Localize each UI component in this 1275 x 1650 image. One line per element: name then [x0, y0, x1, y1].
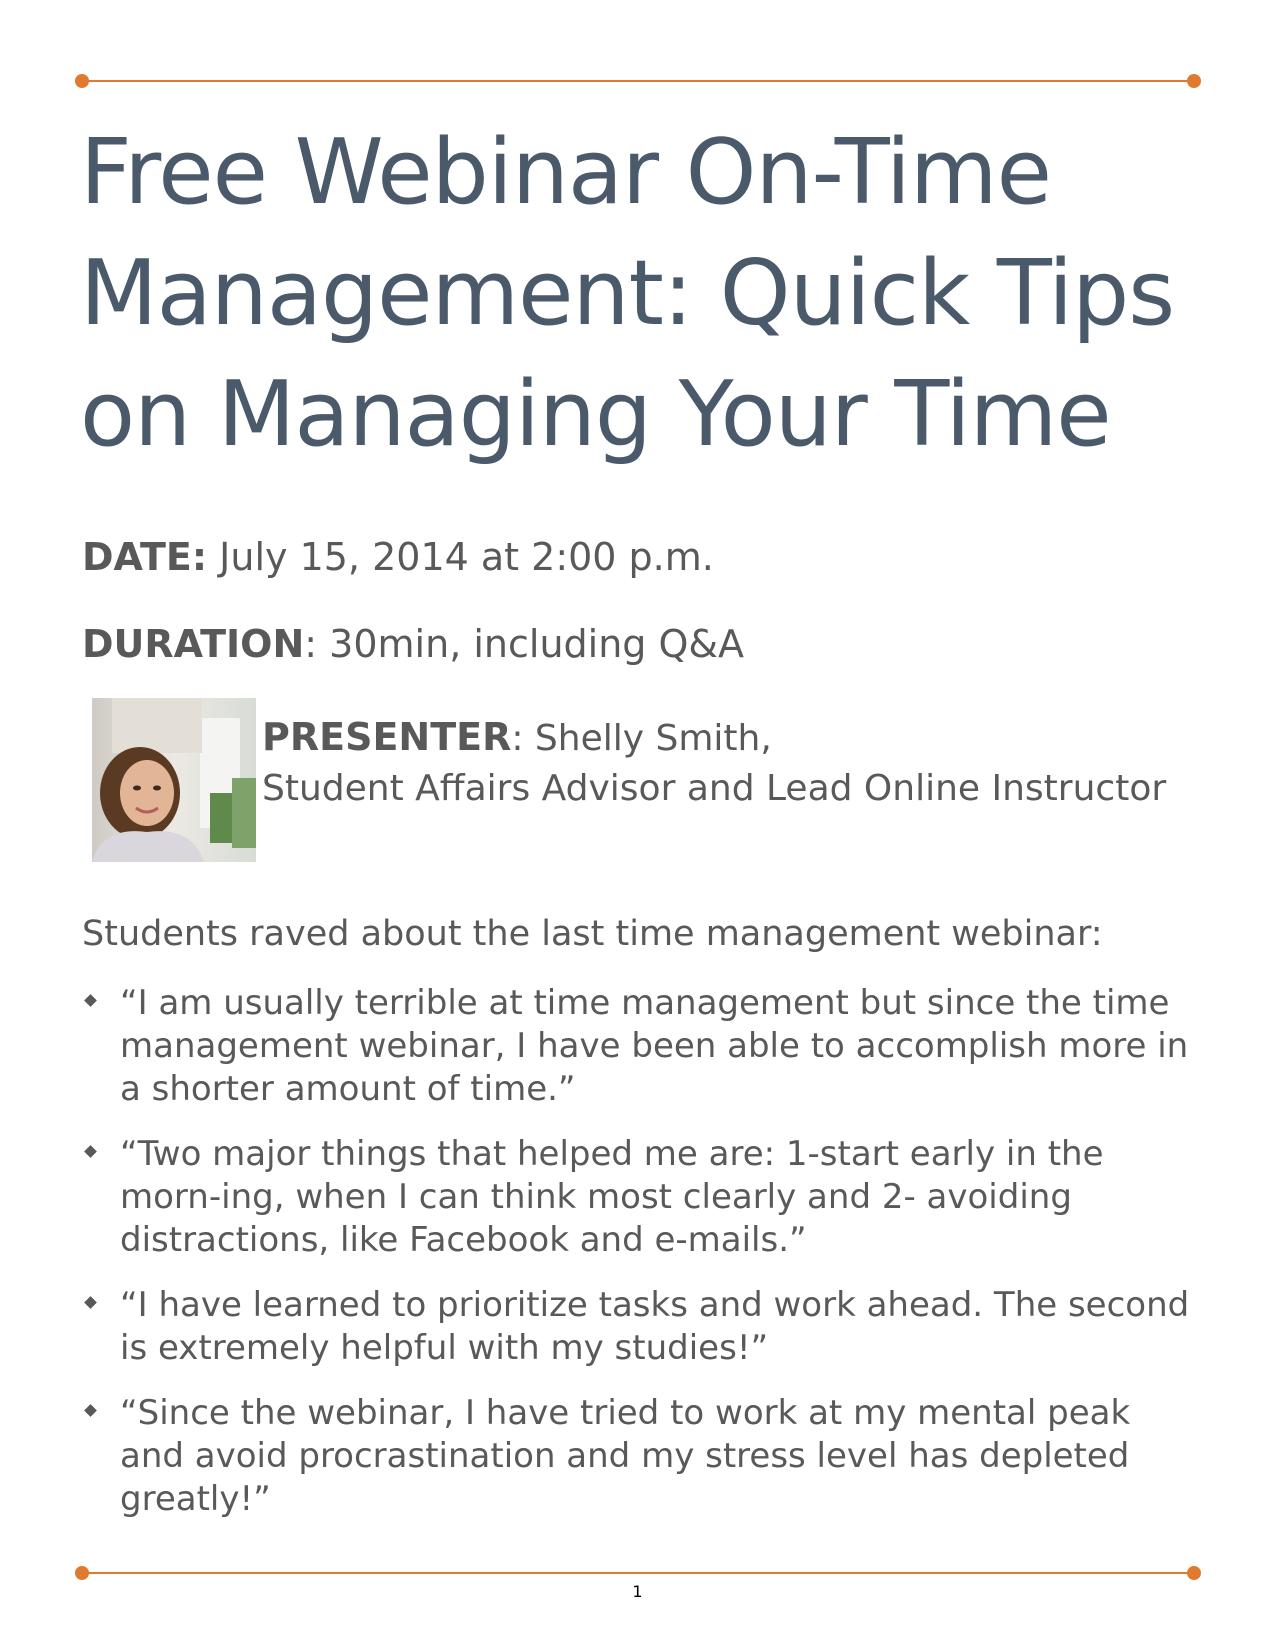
duration-value: : 30min, including Q&A	[304, 622, 745, 666]
presenter-role: Student Affairs Advisor and Lead Online Instructor	[262, 768, 1167, 809]
testimonial-text: “Since the webinar, I have tried to work at my mental peak and avoid procrastination and my stress level has depleted greatly!”	[120, 1393, 1131, 1519]
testimonial-list	[82, 982, 1202, 1543]
webinar-duration	[82, 622, 744, 666]
divider-dot-icon	[75, 74, 89, 88]
testimonial-text: “I have learned to prioritize tasks and work ahead. The second is extremely helpful with my studies!”	[120, 1285, 1190, 1368]
webinar-title	[80, 112, 1210, 475]
divider-dot-icon	[1187, 74, 1201, 88]
top-divider	[82, 80, 1194, 82]
testimonial-item	[82, 1392, 1202, 1521]
webinar-date	[82, 535, 714, 579]
testimonial-item	[82, 982, 1202, 1111]
title-line: Free Webinar On-Time	[80, 120, 1051, 225]
presenter-info	[262, 712, 1166, 814]
diamond-bullet-icon	[84, 994, 97, 1007]
presenter-label: PRESENTER	[262, 715, 512, 759]
page-number: 1	[632, 1582, 643, 1601]
presenter-line	[262, 712, 1166, 764]
presenter-photo	[92, 698, 256, 862]
diamond-bullet-icon	[84, 1145, 97, 1158]
testimonial-text: “Two major things that helped me are: 1-start early in the morn-ing, when I can think most clearly and 2- avoiding distractions, like Facebook and e-mails.”	[120, 1134, 1104, 1260]
testimonials-intro: Students raved about the last time management webinar:	[82, 914, 1103, 954]
title-line: Management: Quick Tips	[80, 241, 1175, 346]
diamond-bullet-icon	[84, 1296, 97, 1309]
date-value: July 15, 2014 at 2:00 p.m.	[207, 535, 714, 579]
bottom-divider	[82, 1572, 1194, 1574]
duration-label: DURATION	[82, 622, 305, 666]
title-line: on Managing Your Time	[80, 362, 1111, 467]
testimonial-item	[82, 1133, 1202, 1262]
testimonial-text: “I am usually terrible at time management but since the time management webinar, I have been able to accomplish more in a shorter amount of time.”	[120, 983, 1189, 1109]
testimonial-item	[82, 1284, 1202, 1370]
divider-dot-icon	[75, 1566, 89, 1580]
date-label: DATE:	[82, 535, 208, 579]
divider-dot-icon	[1187, 1566, 1201, 1580]
diamond-bullet-icon	[84, 1404, 97, 1417]
presenter-name: : Shelly Smith,	[511, 718, 772, 759]
